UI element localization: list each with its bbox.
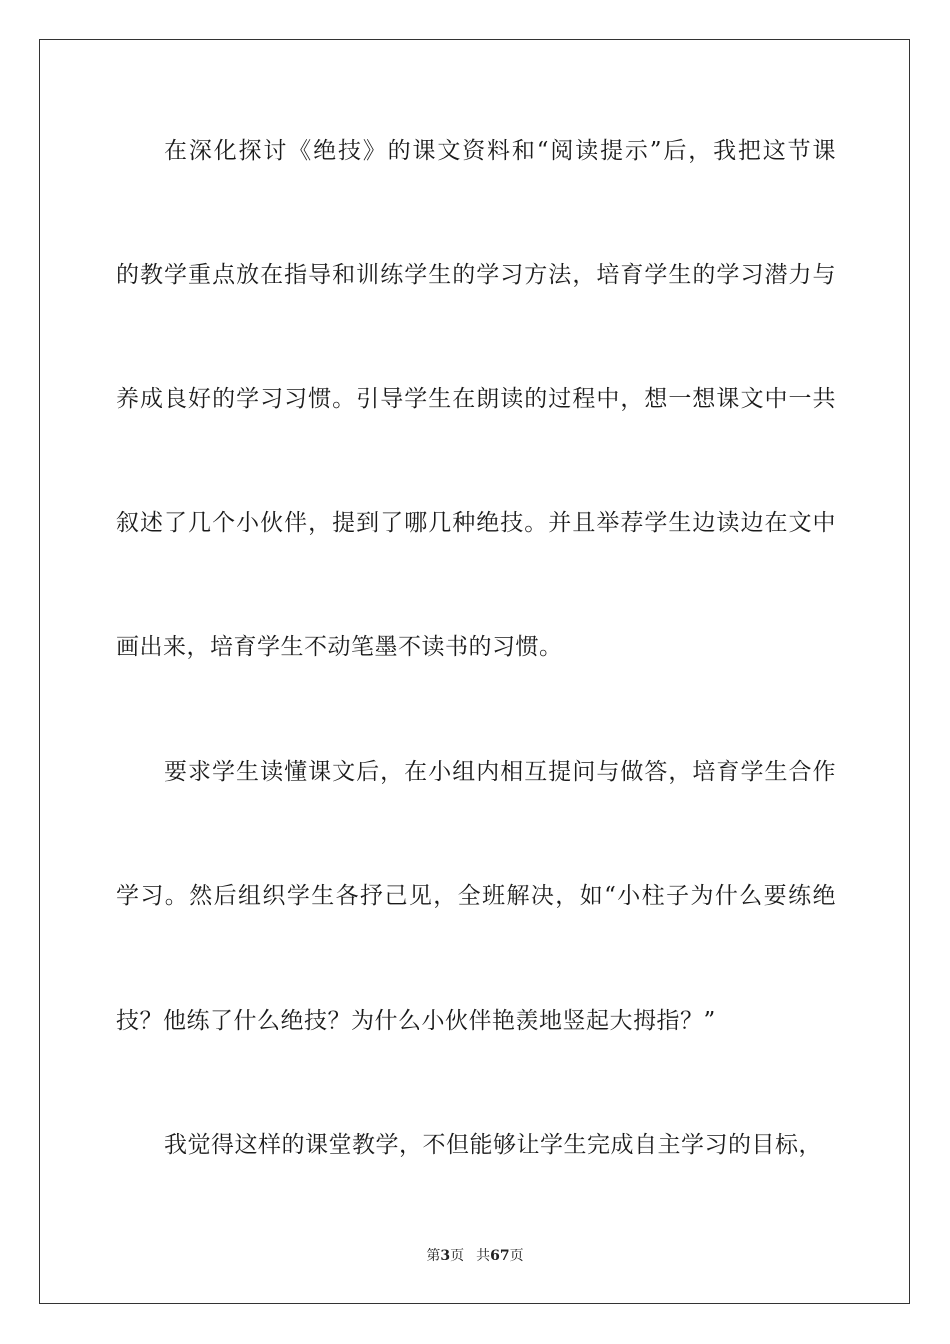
paragraph-2-line-1: 要求学生读懂课文后，在小组内相互提问与做答，培育学生合作 [164, 759, 836, 785]
paragraph-2-line-2: 学习。然后组织学生各抒己见，全班解决，如“小柱子为什么要练绝 [116, 883, 836, 909]
paragraph-1-line-5: 画出来，培育学生不动笔墨不读书的习惯。 [116, 634, 563, 660]
paragraph-1-line-4: 叙述了几个小伙伴，提到了哪几种绝技。并且举荐学生边读边在文中 [116, 510, 836, 536]
paragraph-3-line-1: 我觉得这样的课堂教学，不但能够让学生完成自主学习的目标， [164, 1132, 822, 1158]
page-number: 3 [440, 1248, 451, 1264]
page-footer [0, 1246, 950, 1266]
total-prefix: 共 [476, 1248, 491, 1264]
page-prefix: 第 [426, 1248, 441, 1264]
paragraph-1-line-3: 养成良好的学习习惯。引导学生在朗读的过程中，想一想课文中一共 [116, 386, 836, 412]
paragraph-1-line-1: 在深化探讨《绝技》的课文资料和“阅读提示”后，我把这节课 [164, 138, 836, 164]
page-suffix: 页 [450, 1248, 465, 1264]
page-border [39, 39, 910, 1304]
total-suffix: 页 [509, 1248, 524, 1264]
total-pages: 67 [490, 1248, 510, 1264]
paragraph-1-line-2: 的教学重点放在指导和训练学生的学习方法，培育学生的学习潜力与 [116, 262, 836, 288]
paragraph-2-line-3: 技？他练了什么绝技？为什么小伙伴艳羡地竖起大拇指？” [116, 1008, 716, 1034]
